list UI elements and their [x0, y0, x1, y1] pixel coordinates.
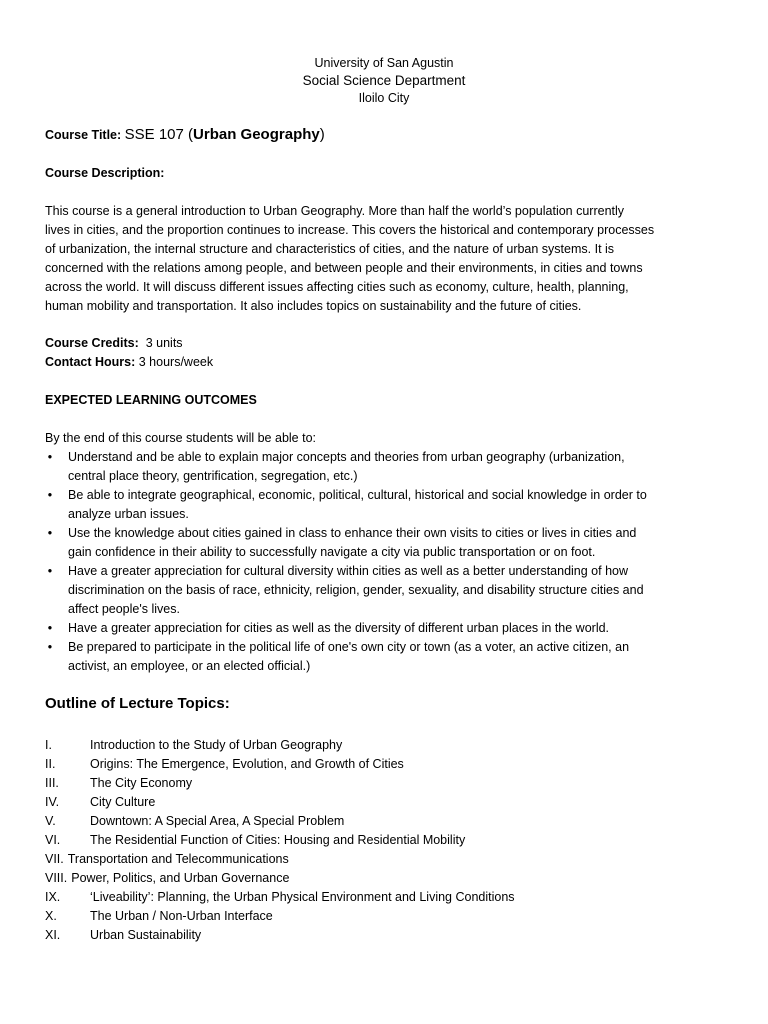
outcome-line: Use the knowledge about cities gained in class to enhance their own visits to cities or lives in cities and — [68, 526, 637, 540]
outcome-line: central place theory, gentrification, segregation, etc.) — [68, 469, 358, 483]
list-item — [45, 486, 735, 524]
course-title-open-paren: ( — [183, 126, 194, 143]
learning-outcomes-list — [45, 448, 735, 676]
course-title-line — [45, 126, 325, 143]
list-item — [45, 755, 515, 774]
description-line: concerned with the relations among people, and between people and their environments, in cities and towns — [45, 261, 643, 275]
list-item — [45, 562, 735, 619]
topic-text: The Urban / Non-Urban Interface — [90, 909, 273, 923]
topic-text: Downtown: A Special Area, A Special Problem — [90, 814, 345, 828]
topic-number: VII. — [45, 852, 64, 866]
outcome-line: Have a greater appreciation for cultural diversity within cities as well as a better understanding of how — [68, 564, 629, 578]
list-item — [45, 850, 515, 869]
list-item — [45, 907, 515, 926]
list-item — [45, 638, 735, 676]
lecture-topics-list — [45, 736, 515, 945]
list-item — [45, 888, 515, 907]
topic-number: I. — [45, 738, 52, 752]
course-title-close-paren: ) — [319, 126, 325, 143]
course-credits — [45, 334, 735, 353]
topic-number: IV. — [45, 795, 60, 809]
description-line: of urbanization, the internal structure and characteristics of cities, and the nature of urban systems. It is — [45, 242, 615, 256]
list-item — [45, 524, 735, 562]
list-item — [45, 926, 515, 945]
topic-number: IX. — [45, 890, 61, 904]
lecture-topics-heading: Outline of Lecture Topics: — [45, 695, 230, 712]
description-line: human mobility and transportation. It also includes topics on sustainability and the future of cities. — [45, 299, 582, 313]
outcome-line: activist, an employee, or an elected official.) — [68, 659, 311, 673]
topic-text: City Culture — [90, 795, 156, 809]
topic-text: Transportation and Telecommunications — [67, 852, 289, 866]
list-item — [45, 448, 735, 486]
list-item — [45, 774, 515, 793]
outcome-line: Have a greater appreciation for cities as well as the diversity of different urban places in the world. — [68, 621, 610, 635]
topic-text: The Residential Function of Cities: Housing and Residential Mobility — [90, 833, 466, 847]
outcome-line: affect people's lives. — [68, 602, 180, 616]
list-item — [45, 869, 515, 888]
bullet-icon: • — [47, 450, 53, 464]
contact-hours — [45, 353, 735, 372]
bullet-icon: • — [47, 488, 53, 502]
bullet-icon: • — [47, 621, 53, 635]
topic-text: Urban Sustainability — [90, 928, 202, 942]
bullet-icon: • — [47, 564, 53, 578]
topic-number: XI. — [45, 928, 61, 942]
learning-outcomes-intro: By the end of this course students will be able to: — [45, 431, 316, 445]
contact-hours-label: Contact Hours: — [45, 355, 136, 369]
course-credits-label: Course Credits: — [45, 336, 139, 350]
bullet-icon: • — [47, 526, 53, 540]
list-item — [45, 619, 735, 638]
topic-number: X. — [45, 909, 57, 923]
topic-number: III. — [45, 776, 59, 790]
city-name: Iloilo City — [358, 91, 410, 105]
topic-text: The City Economy — [90, 776, 193, 790]
topic-number: V. — [45, 814, 56, 828]
description-line: across the world. It will discuss different issues affecting cities such as economy, culture, health, planning, — [45, 280, 629, 294]
topic-text: Introduction to the Study of Urban Geography — [90, 738, 343, 752]
topic-number: VI. — [45, 833, 61, 847]
list-item — [45, 812, 515, 831]
university-name: University of San Agustin — [314, 56, 454, 70]
list-item — [45, 736, 515, 755]
course-credits-value: 3 units — [138, 336, 183, 350]
contact-hours-value: 3 hours/week — [135, 355, 214, 369]
description-line: lives in cities, and the proportion continues to increase. This covers the historical and contemporary processes — [45, 223, 655, 237]
course-description-label: Course Description: — [45, 166, 165, 180]
department-name: Social Science Department — [302, 73, 466, 88]
topic-text: ‘Liveability’: Planning, the Urban Physical Environment and Living Conditions — [90, 890, 515, 904]
outcome-line: Understand and be able to explain major concepts and theories from urban geography (urbanization, — [68, 450, 625, 464]
course-title-label: Course Title: — [45, 128, 122, 142]
outcome-line: Be prepared to participate in the political life of one's own city or town (as a voter, an active citizen, an — [68, 640, 630, 654]
list-item — [45, 831, 515, 850]
learning-outcomes-heading: EXPECTED LEARNING OUTCOMES — [45, 393, 257, 407]
topic-number: II. — [45, 757, 56, 771]
outcome-line: Be able to integrate geographical, economic, political, cultural, historical and social knowledge in order to — [68, 488, 647, 502]
topic-number: VIII. — [45, 871, 68, 885]
bullet-icon: • — [47, 640, 53, 654]
course-description — [45, 202, 735, 316]
outcome-line: gain confidence in their ability to successfully navigate a city via public transportation or on foot. — [68, 545, 596, 559]
topic-text: Power, Politics, and Urban Governance — [71, 871, 290, 885]
description-line: This course is a general introduction to Urban Geography. More than half the world’s population currently — [45, 204, 625, 218]
topic-text: Origins: The Emergence, Evolution, and Growth of Cities — [90, 757, 404, 771]
course-code: SSE 107 — [124, 126, 184, 143]
course-name: Urban Geography — [193, 126, 320, 143]
outcome-line: analyze urban issues. — [68, 507, 189, 521]
outcome-line: discrimination on the basis of race, ethnicity, religion, gender, sexuality, and disability structure cities and — [68, 583, 644, 597]
list-item — [45, 793, 515, 812]
